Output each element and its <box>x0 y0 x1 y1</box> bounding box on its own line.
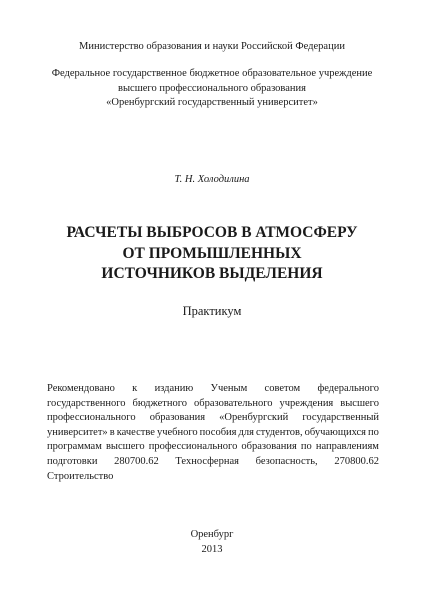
title-line: ОТ ПРОМЫШЛЕННЫХ <box>122 244 302 262</box>
recommendation-word: для <box>238 426 254 438</box>
recommendation-word: изданию <box>154 383 194 394</box>
recommendation-line <box>47 455 379 470</box>
recommendation-word: Техносферная <box>175 455 239 467</box>
recommendation-word: к <box>132 383 138 394</box>
recommendation-line <box>47 411 379 426</box>
title-line: ИСТОЧНИКОВ ВЫДЕЛЕНИЯ <box>101 265 323 282</box>
recommendation-text <box>47 382 379 484</box>
recommendation-word: программам <box>47 441 102 453</box>
recommendation-word: по <box>368 426 379 438</box>
book-title <box>0 223 424 285</box>
institution-line: высшего профессионального образования <box>118 82 306 94</box>
recommendation-word: профессионального <box>47 412 136 424</box>
recommendation-line <box>47 470 379 485</box>
recommendation-word: пособия <box>199 426 237 438</box>
recommendation-line <box>47 397 379 412</box>
recommendation-word: Рекомендовано <box>47 383 115 394</box>
recommendation-word: 270800.62 <box>334 455 379 467</box>
recommendation-word: образования <box>149 412 206 424</box>
recommendation-word: по <box>300 441 312 453</box>
recommendation-word: «Оренбургский <box>219 412 289 424</box>
recommendation-line <box>47 440 379 455</box>
recommendation-word: образовательного <box>194 397 273 409</box>
recommendation-word: учреждения <box>279 397 334 409</box>
recommendation-word: безопасность, <box>255 455 318 467</box>
recommendation-word: государственный <box>302 412 379 424</box>
recommendation-word: образования <box>241 441 297 453</box>
recommendation-word: профессионального <box>148 441 238 453</box>
recommendation-word: Ученым <box>210 383 248 394</box>
recommendation-line <box>47 426 379 441</box>
title-line: РАСЧЕТЫ ВЫБРОСОВ В АТМОСФЕРУ <box>66 224 358 241</box>
recommendation-word: Строительство <box>47 470 114 482</box>
recommendation-word: 280700.62 <box>114 455 159 467</box>
ministry-name: Министерство образования и науки Российской Федерации <box>79 41 345 52</box>
recommendation-word: университет» <box>47 426 108 438</box>
recommendation-word: учебного <box>156 426 198 438</box>
recommendation-word: в <box>109 426 115 438</box>
publication-year: 2013 <box>201 544 223 555</box>
recommendation-word: качестве <box>116 426 155 438</box>
recommendation-word: советом <box>264 383 301 394</box>
institution-line: Федеральное государственное бюджетное образовательное учреждение <box>51 68 373 79</box>
recommendation-word: направлениям <box>315 441 379 453</box>
recommendation-word: подготовки <box>47 455 98 467</box>
publication-city: Оренбург <box>190 529 234 540</box>
recommendation-word: студентов, <box>256 426 303 438</box>
institution-line: «Оренбургский государственный университет» <box>106 97 318 108</box>
recommendation-word: бюджетного <box>132 397 188 409</box>
recommendation-word: государственного <box>47 397 126 409</box>
author-name: Т. Н. Холодилина <box>174 174 250 185</box>
recommendation-word: высшего <box>340 397 379 409</box>
recommendation-line <box>47 382 379 397</box>
recommendation-word: обучающихся <box>304 426 367 438</box>
book-subtitle: Практикум <box>182 304 242 318</box>
institution-name <box>0 67 424 111</box>
recommendation-word: высшего <box>105 441 145 453</box>
recommendation-word: федерального <box>317 383 379 394</box>
